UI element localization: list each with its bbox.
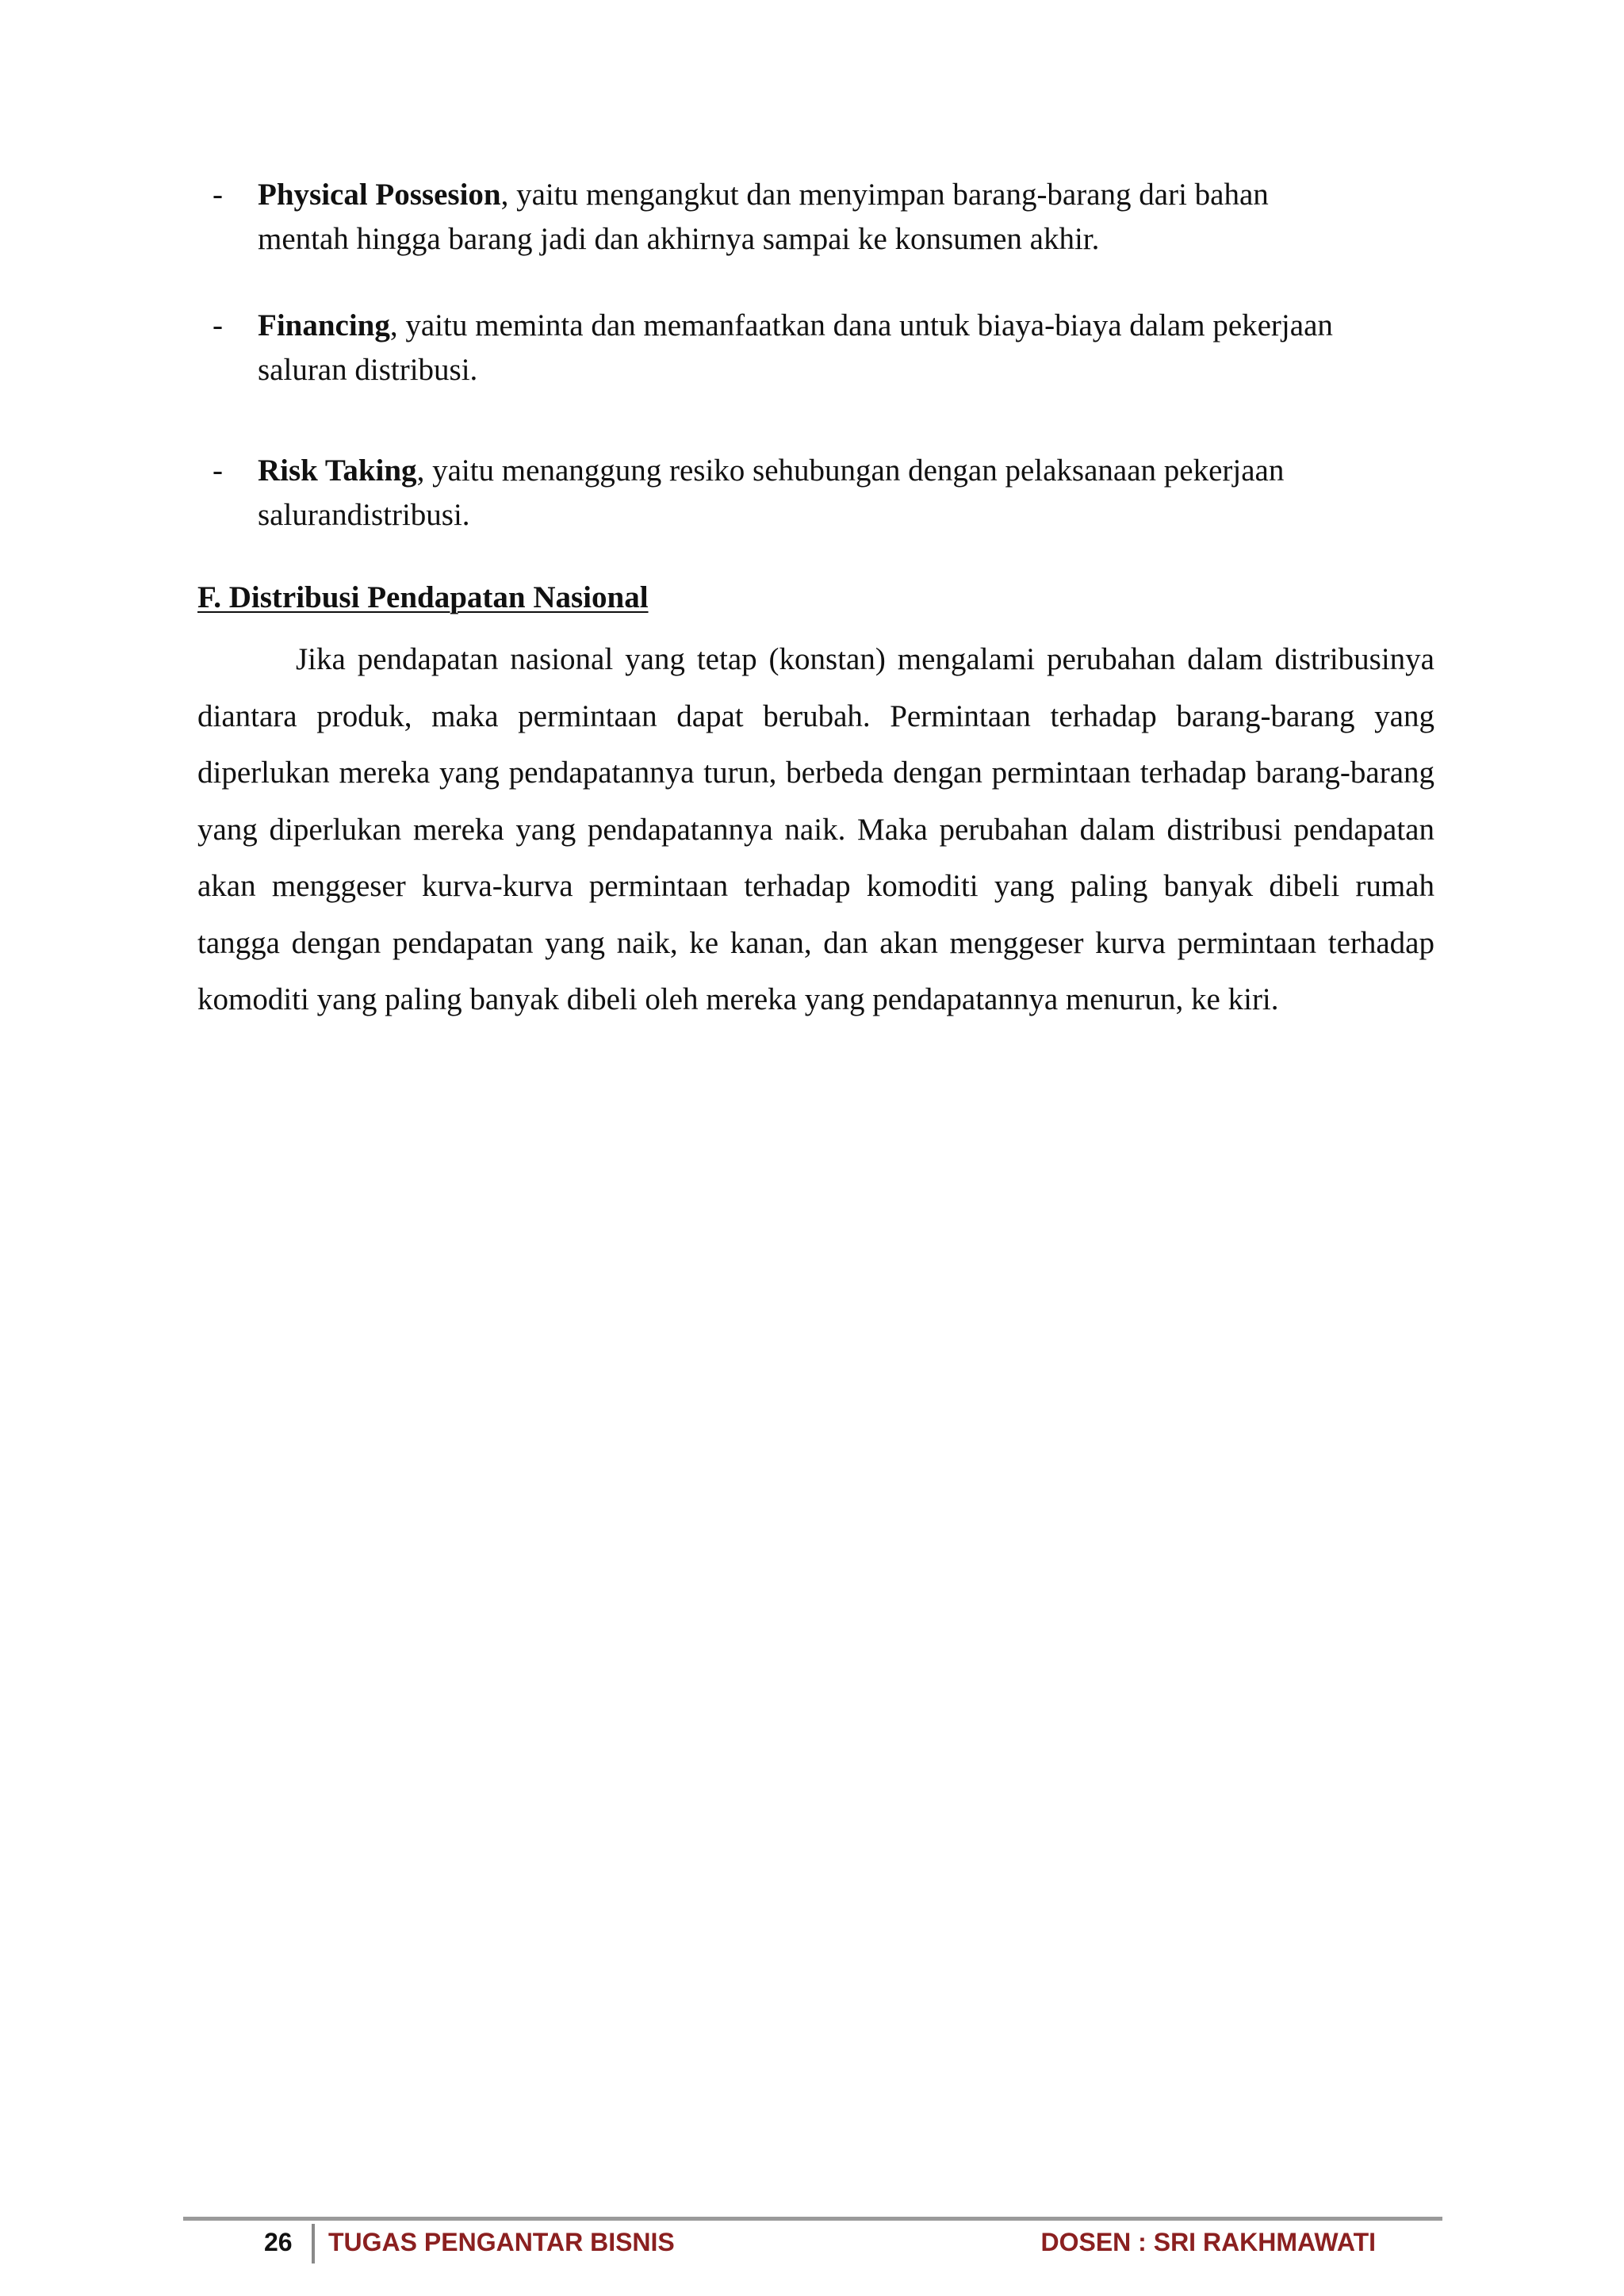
bullet-term: Physical Possesion xyxy=(258,178,501,212)
bullet-dash: - xyxy=(213,178,223,212)
bullet-dash: - xyxy=(213,453,223,488)
bullet-description: , yaitu meminta dan memanfaatkan dana untuk biaya-biaya dalam pekerjaan xyxy=(389,308,1333,342)
bullet-dash: - xyxy=(213,308,223,342)
page-footer xyxy=(183,2221,1442,2268)
section-paragraph: Jika pendapatan nasional yang tetap (konstan) mengalami perubahan dalam distribusinya diantara produk, maka permintaan dapat berubah. Permintaan terhadap barang-barang yang diperlukan mereka yang pendapatannya turun, berbeda dengan permintaan terhadap barang-barang yang diperlukan mereka yang pendapatannya naik. Maka perubahan dalam distribusi pendapatan akan menggeser kurva-kurva permintaan terhadap komoditi yang paling banyak dibeli rumah tangga dengan pendapatan yang naik, ke kanan, dan akan menggeser kurva permintaan terhadap komoditi yang paling banyak dibeli oleh mereka yang pendapatannya menurun, ke kiri. xyxy=(197,642,1434,1016)
bullet-term: Financing xyxy=(258,308,390,342)
footer-lecturer: DOSEN : SRI RAKHMAWATI xyxy=(1040,2228,1376,2256)
footer-title: TUGAS PENGANTAR BISNIS xyxy=(328,2228,675,2256)
bullet-physical-possesion xyxy=(213,173,1450,262)
footer-divider xyxy=(312,2224,315,2263)
bullet-description-continued: saluran distribusi. xyxy=(258,353,478,387)
bullet-description-continued: mentah hingga barang jadi dan akhirnya sampai ke konsumen akhir. xyxy=(258,222,1100,256)
bullet-risk-taking xyxy=(213,449,1450,538)
bullet-financing xyxy=(213,304,1450,392)
bullet-description-continued: salurandistribusi. xyxy=(258,498,470,532)
bullet-text xyxy=(258,173,1450,262)
bullet-description: , yaitu menanggung resiko sehubungan dengan pelaksanaan pekerjaan xyxy=(416,453,1285,488)
page-number: 26 xyxy=(264,2228,293,2256)
bullet-description: , yaitu mengangkut dan menyimpan barang-barang dari bahan xyxy=(500,178,1269,212)
section-heading: F. Distribusi Pendapatan Nasional xyxy=(197,580,649,614)
bullet-text xyxy=(258,304,1450,392)
bullet-text xyxy=(258,449,1450,538)
bullet-term: Risk Taking xyxy=(258,453,417,488)
